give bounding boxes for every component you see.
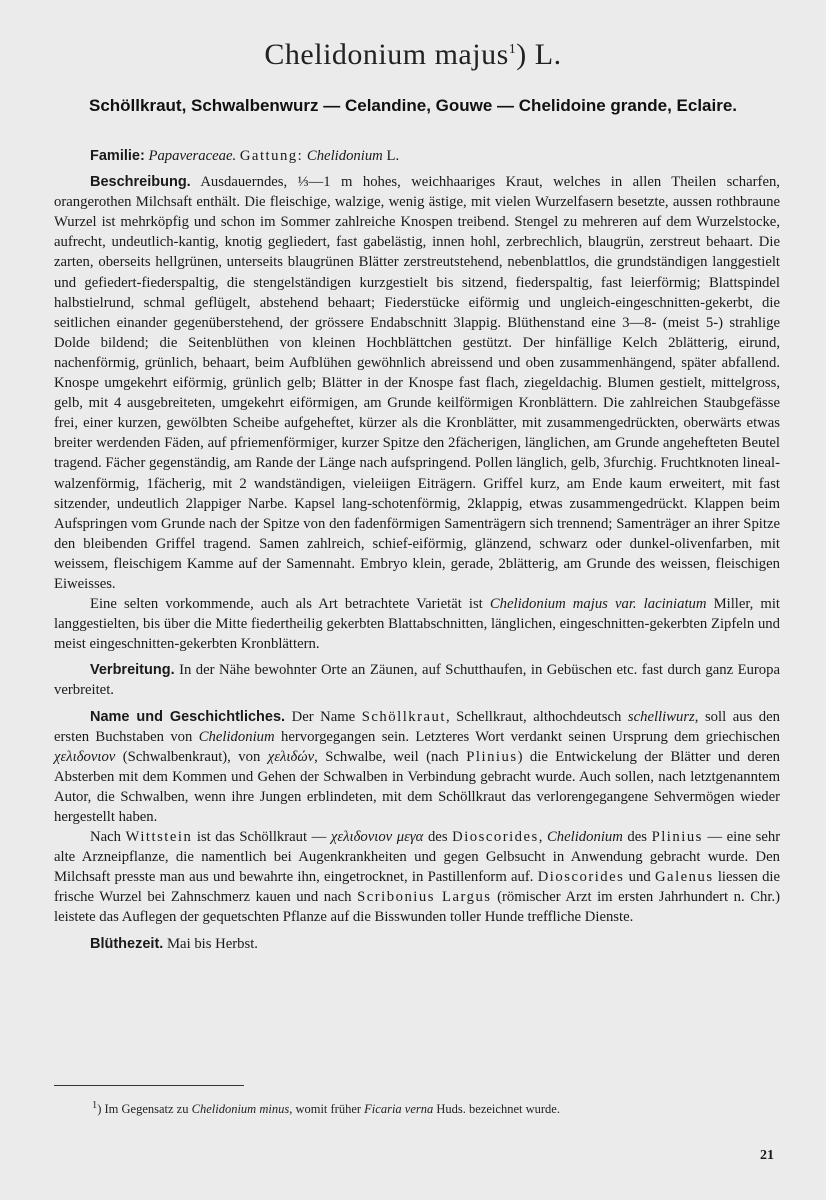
page-number: 21 — [760, 1148, 774, 1163]
author-wittstein: Wittstein — [125, 829, 193, 846]
verbreitung-text: In der Nähe bewohnter Orte an Zäunen, auf Schutthaufen, in Gebüschen etc. fast durch ganz Europa verbreitet. — [54, 662, 781, 699]
varietaet-text: Miller, mit langgestielten, bis über die Mitte fiedertheilig gekerbten Blattabschnitten, länglichen, eingeschnitten-gekerbten Zipfeln und meist eingeschnitten-gekerbten Kronblättern. — [54, 596, 781, 653]
title-tail: ) L. — [516, 38, 562, 71]
bluethezeit-label: Blüthezeit. — [90, 935, 164, 952]
bluethezeit-paragraph — [54, 934, 780, 954]
history-text-8: liessen die frische Wurzel bei Zahnschmerz kauen und nach — [54, 869, 781, 906]
author-plinius: Plinius — [466, 748, 518, 765]
greek-term-1: χελιδονιον — [54, 748, 116, 765]
footnote-text-3: Huds. bezeichnet wurde. — [436, 1102, 560, 1117]
name-text-2: , Schellkraut, althochdeutsch — [445, 708, 622, 725]
term-schoellkraut: Schöllkraut — [361, 708, 446, 725]
history-text-1: Nach — [90, 829, 121, 846]
term-chelidonium-2: Chelidonium — [546, 829, 623, 846]
footnote-text-1: ) Im Gegensatz zu — [97, 1102, 189, 1117]
footnote-name-1: Chelidonium minus — [191, 1102, 290, 1117]
name-text-7: ) die Entwickelung der Blätter und deren Absterben mit dem Kommen und Gehen der Schwalben in Verbindung gebracht wurde. Auch sollen, nach letztgenanntem Autor, die Schwalben, wenn ihre Jungen erblindeten, mit dem Schöllkraut das verlorengegangene Sehvermögen wieder hergestellt haben. — [54, 748, 781, 825]
beschreibung-text: Ausdauerndes, ⅓—1 m hohes, weichhaariges Kraut, welches in allen Theilen scharfen, orangerothen Milchsaft enthält. Die fleischige, walzige, wenig ästige, mit vielen Wurzelfasern besetzte, aussen rothbraune Wurzel ist mehrköpfig und schon im Sommer zahlreiche Knospen treibend. Stengel zu mehreren auf dem Wurzelstocke, aufrecht, undeutlich-kantig, knotig gegliedert, fast gabelästig, innen hohl, zerbrechlich, blaugrün, zerstreut behaart. Die zarten, oberseits hellgrünen, unterseits blaugrünen Blätter zerstreutstehend, nebenblattlos, die grundständigen langgestielt und gefiedert-fiederspaltig, die stengelständigen kurzgestielt bis sitzend, fiederspaltig, fast leierförmig; Blattspindel halbstielrund, schmal geflügelt, abstehend behaart; Fiederstücke eiförmig und ungleich-eingeschnitten-gekerbt, die seitlichen einander gegenüberstehend, der grössere Endabschnitt 3lappig. Blüthenstand eine 3—8- (meist 5-) strahlige Dolde bildend; die Seitenblüthen von kleinen Hochblättchen gestützt. Der hinfällige Kelch 2blätterig, eirund, nachenförmig, grünlich, behaart, beim Aufblühen gewöhnlich abreissend und oben zusammenhängend, später abfallend. Knospe umgekehrt eiförmig, grünlich gelb; Blätter in der Knospe fast flach, ziegeldachig. Blumen gestielt, mittelgross, gelb, mit 4 ausgebreiteten, umgekehrt eiförmigen, am Grunde keilförmigen Kronblättern. Die zahlreichen Staubgefässe frei, einer kurzen, gewölbten Scheibe aufgeheftet, kürzer als die Kronblätter, mit zusammengedrückten, oberwärts etwas breiter werdenden Fäden, auf pfriemenförmiger, kurzer Spitze den 2fächerigen, länglichen, am Grunde angehefteten Beutel tragend. Fächer gegenständig, am Rande der Länge nach aufspringend. Pollen länglich, gelb, 3furchig. Fruchtknoten lineal-walzenförmig, 1fächerig, mit 2 wandständigen, vieleiigen Eiträgern. Griffel kurz, am Ende kaum erweitert, mit fast sitzender, undeutlich 2lappiger Narbe. Kapsel lang-schotenförmig, 2klappig, etwas zusammengedrückt. Klappen beim Aufspringen vom Grunde nach der Spitze von den fadenförmigen Samenträgern sich trennend; Samenträger an ihrer Spitze den bleibenden Griffel tragend. Samen zahlreich, schief-eiförmig, glänzend, schwarz oder dunkel-olivenfarben, mit weissem, fleischigem Kamme auf der Samennaht. Embryo klein, gerade, 2blätterig, am Grunde des weissen, fleischigen Eiweisses. — [54, 174, 780, 592]
name-text-4: hervorgegangen sein. Letzteres Wort verdankt seinen Ursprung dem griechischen — [281, 728, 781, 745]
term-schelliwurz: schelliwurz — [627, 708, 695, 725]
greek-term-3: χελιδονιον μεγα — [330, 829, 424, 846]
familie-label: Familie: — [90, 148, 145, 164]
familie-value: Papaveraceae. — [148, 148, 237, 164]
familie-line — [54, 146, 780, 166]
history-text-7: und — [628, 869, 651, 886]
name-label: Name und Geschichtliches. — [90, 708, 286, 725]
name-text-1: Der Name — [291, 708, 356, 725]
title-main: Chelidonium majus — [264, 38, 509, 71]
beschreibung-paragraph — [54, 172, 780, 594]
verbreitung-label: Verbreitung. — [90, 662, 175, 679]
gattung-tail: L. — [386, 148, 400, 164]
beschreibung-label: Beschreibung. — [90, 174, 191, 191]
common-names: Schöllkraut, Schwalbenwurz — Celandine, Gouwe — Chelidoine grande, Eclaire. — [88, 96, 738, 115]
author-plinius-2: Plinius — [651, 829, 703, 846]
greek-term-2: χελιδών — [267, 748, 315, 765]
footnote-name-2: Ficaria verna — [364, 1102, 434, 1117]
footnote-divider — [54, 1085, 244, 1086]
varietaet-name: Chelidonium majus var. laciniatum — [489, 596, 707, 613]
name-text-5: (Schwalbenkraut), von — [122, 748, 261, 765]
bluethezeit-text: Mai bis Herbst. — [166, 935, 258, 952]
history-paragraph — [54, 827, 780, 927]
varietaet-paragraph — [54, 594, 780, 654]
footnote-text-2: , womit früher — [289, 1102, 362, 1117]
history-text-6: — eine sehr alte Arzneipflanze, die namentlich bei Augenkrankheiten und gegen Gelbsucht in Anwendung gebracht wurde. Den Milchsaft presste man aus und bewahrte ihn, eingetrocknet, in Pastillenform auf. — [54, 829, 781, 886]
page-title — [0, 38, 826, 72]
history-text-5: des — [627, 829, 648, 846]
author-dioscorides-2: Dioscorides — [537, 869, 625, 886]
history-text-4: , — [538, 829, 543, 846]
verbreitung-paragraph — [54, 660, 780, 700]
term-chelidonium: Chelidonium — [198, 728, 275, 745]
author-dioscorides: Dioscorides — [452, 829, 539, 846]
author-scribonius: Scribonius Largus — [357, 889, 492, 906]
body-text — [54, 146, 780, 954]
author-galenus: Galenus — [654, 869, 714, 886]
gattung-value: Chelidonium — [306, 148, 383, 164]
history-text-2: ist das Schöllkraut — — [196, 829, 327, 846]
title-footnote-mark: 1 — [508, 42, 517, 57]
gattung-label: Gattung: — [239, 148, 304, 164]
footnote-mark: 1 — [92, 1100, 98, 1111]
name-paragraph — [54, 707, 780, 828]
history-text-9: (römischer Arzt im ersten Jahrhundert n. Chr.) leistete das Auflegen der gequetschten Pflanze auf die Bisswunden toller Hunde treffliche Dienste. — [54, 889, 781, 926]
history-text-3: des — [427, 829, 448, 846]
name-text-6: , Schwalbe, weil (nach — [314, 748, 459, 765]
footnote — [92, 1100, 792, 1117]
name-text-3: , soll aus den ersten Buchstaben von — [54, 708, 781, 745]
varietaet-intro: Eine selten vorkommende, auch als Art betrachtete Varietät ist — [90, 596, 483, 613]
